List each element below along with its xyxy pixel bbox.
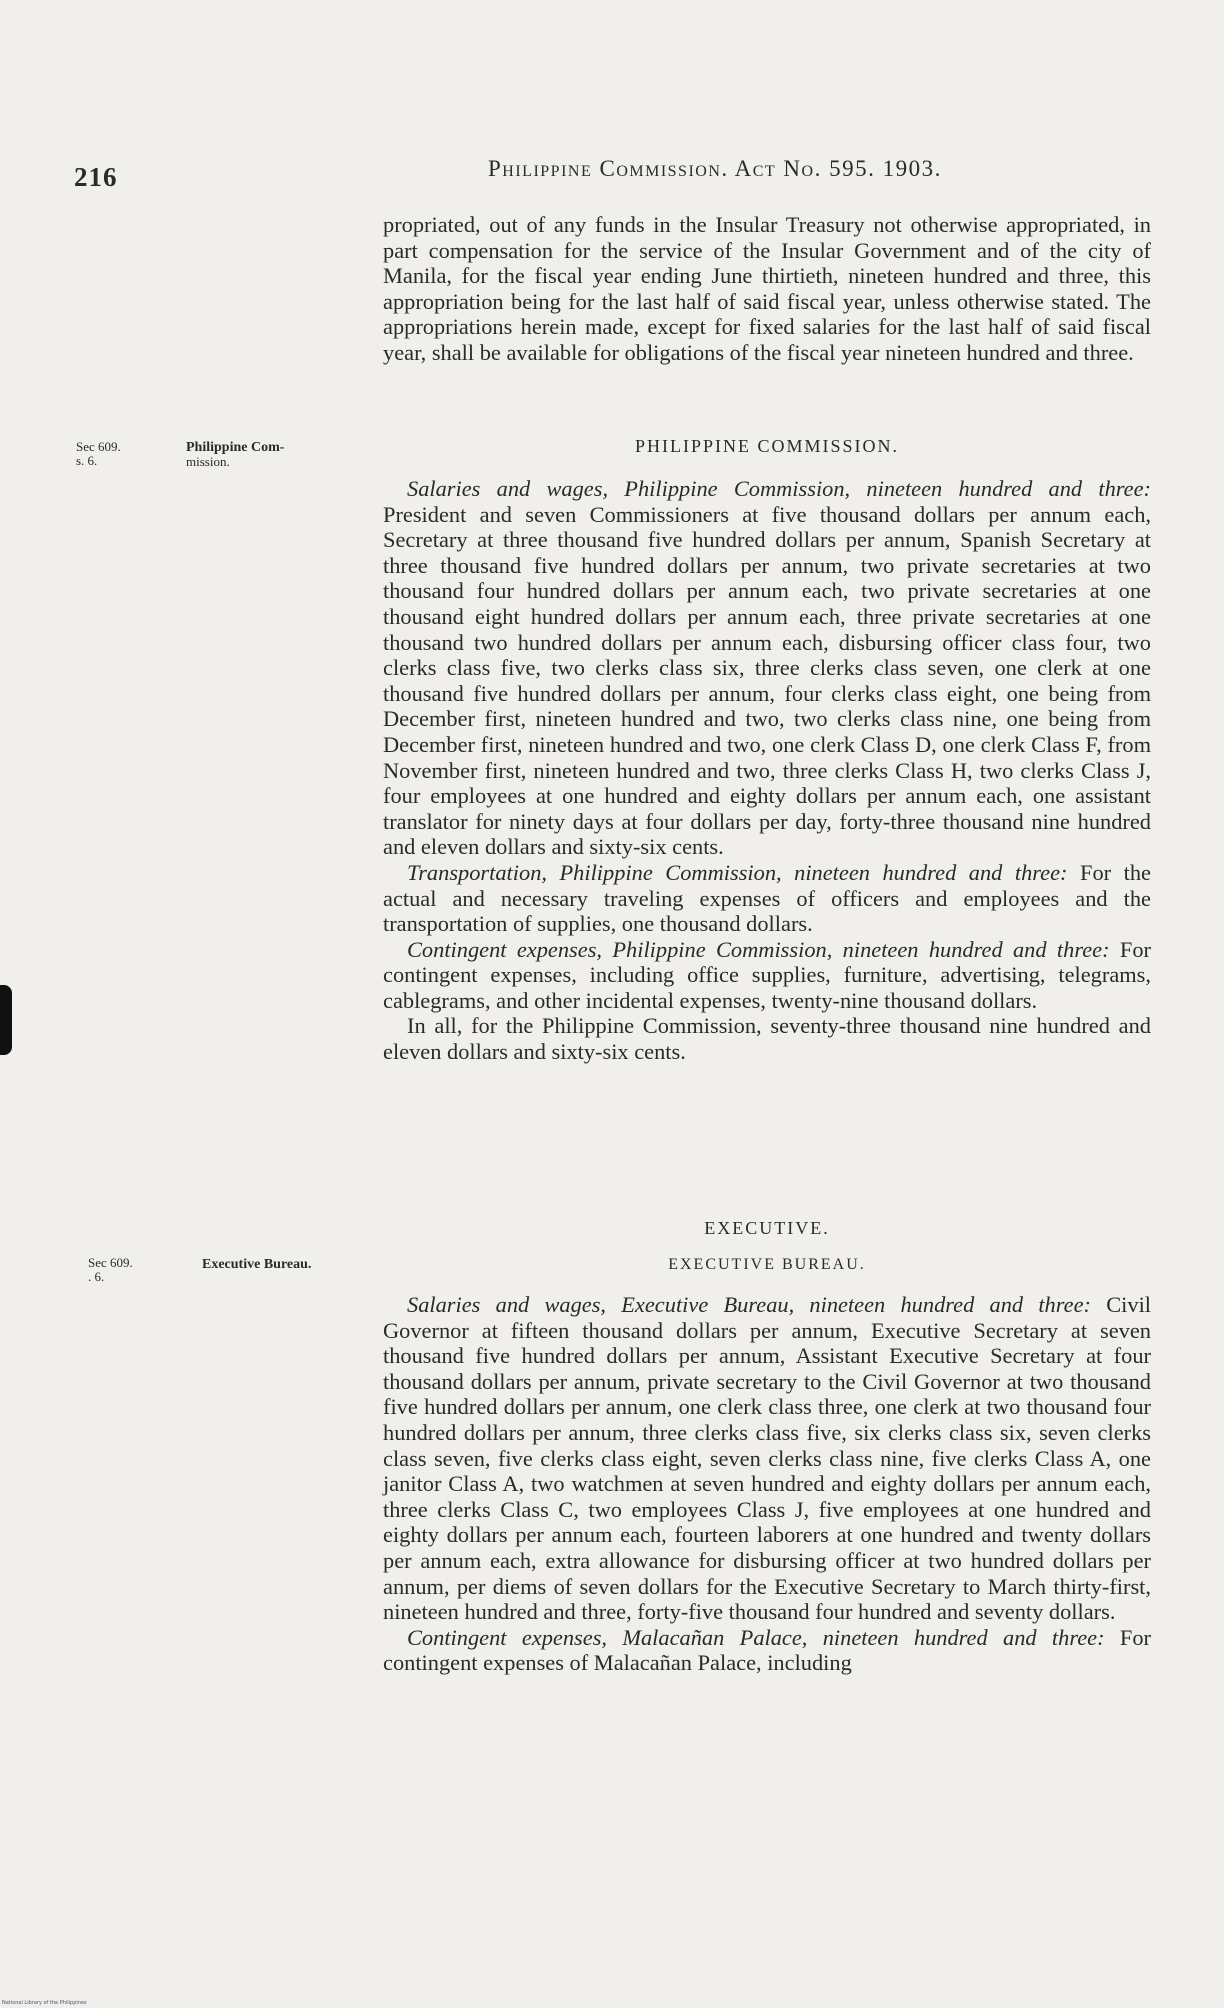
margin-note-sec-cont: s. 6. — [76, 453, 98, 468]
margin-note-commission-label — [186, 440, 284, 469]
paragraph-text: Civil Governor at fifteen thousand dollars per annum, Executive Secretary at seven thousand five hundred dollars per annum, Assistant Executive Secretary at four thousand dollars per annum, private secretary to the Civil Governor at two thousand five hundred dollars per annum, one clerk class three, one clerk at two thousand four hundred dollars per annum, three clerks class five, six clerks class six, seven clerks class seven, five clerks class eight, seven clerks class nine, five clerks Class A, one janitor Class A, two watchmen at seven hundred and eighty dollars per annum each, three clerks Class C, two employees Class J, five employees at one hundred and eighty dollars per annum each, fourteen laborers at one hundred and twenty dollars per annum each, extra allowance for disbursing officer at two hundred dollars per annum, per diems of seven dollars for the Executive Secretary to March thirty-first, nineteen hundred and three, forty-five thousand four hundred and seventy dollars. — [383, 1292, 1152, 1625]
section-subheading-executive-bureau: EXECUTIVE BUREAU. — [668, 1256, 866, 1273]
margin-note-executive-sec — [88, 1256, 133, 1284]
paragraph-lead: Contingent expenses, Philippine Commission, nineteen hundred and three: — [407, 936, 1110, 962]
commission-paragraph-contingent — [383, 937, 1151, 1014]
page-number: 216 — [74, 162, 118, 192]
commission-paragraph-transportation — [383, 860, 1151, 937]
paragraph-text: For contingent expenses, including office supplies, furniture, advertising, telegrams, cablegrams, and other incidental expenses, twenty-nine thousand dollars. — [383, 936, 1151, 1013]
margin-note-executive-label — [202, 1257, 311, 1272]
paragraph-lead: Salaries and wages, Philippine Commission, nineteen hundred and three: — [407, 476, 1151, 501]
commission-paragraph-total — [383, 1013, 1151, 1064]
paragraph-lead: Contingent expenses, Malacañan Palace, nineteen hundred and three: — [407, 1624, 1105, 1650]
executive-paragraph-contingent — [383, 1625, 1151, 1676]
executive-body — [383, 1292, 1151, 1676]
margin-note-label: Philippine Com- — [186, 440, 285, 455]
opening-paragraph — [383, 212, 1151, 366]
section-heading-commission: PHILIPPINE COMMISSION. — [634, 436, 900, 456]
section-heading-executive: EXECUTIVE. — [704, 1218, 830, 1238]
margin-note-sec-cont: . 6. — [88, 1269, 105, 1284]
scan-credit: National Library of the Philippines — [2, 2000, 87, 2006]
margin-note-commission-sec — [76, 440, 121, 468]
running-head: Philippine Commission. Act No. 595. 1903. — [488, 156, 942, 181]
scan-edge-mark — [0, 985, 12, 1055]
margin-note-sec: Sec 609. — [76, 439, 121, 454]
paragraph-lead: Salaries and wages, Executive Bureau, nineteen hundred and three: — [407, 1292, 1091, 1317]
paragraph-text: President and seven Commissioners at five thousand dollars per annum each, Secretary at three thousand five hundred dollars per annum, Spanish Secretary at three thousand five hundred dollars per annum, two private secretaries at two thousand four hundred dollars per annum each, two private secretaries at one thousand eight hundred dollars per annum each, three private secretaries at one thousand two hundred dollars per annum each, disbursing officer class four, two clerks class five, two clerks class six, three clerks class seven, one clerk at one thousand five hundred dollars per annum, four clerks class eight, one being from December first, nineteen hundred and two, two clerks class nine, one being from December first, nineteen hundred and two, one clerk Class D, one clerk Class F, from November first, nineteen hundred and two, three clerks Class H, two clerks Class J, four employees at one hundred and eighty dollars per annum each, one assistant translator for ninety days at four dollars per day, forty-three thousand nine hundred and eleven dollars and sixty-six cents. — [383, 501, 1151, 860]
commission-paragraph-salaries — [383, 476, 1151, 860]
paragraph-text: For the actual and necessary traveling expenses of officers and employees and the transportation of supplies, one thousand dollars. — [383, 859, 1151, 937]
margin-note-label-cont: mission. — [186, 454, 230, 469]
margin-note-label: Executive Bureau. — [202, 1257, 312, 1272]
commission-body — [383, 476, 1151, 1065]
margin-note-sec: Sec 609. — [88, 1255, 133, 1270]
paragraph-text: For contingent expenses of Malacañan Palace, including — [383, 1624, 1151, 1676]
paragraph-text: In all, for the Philippine Commission, seventy-three thousand nine hundred and eleven dollars and sixty-six cents. — [383, 1013, 1151, 1065]
opening-paragraph-text: propriated, out of any funds in the Insular Treasury not otherwise appropriated, in part compensation for the service of the Insular Government and of the city of Manila, for the fiscal year ending June thirtieth, nineteen hundred and three, this appropriation being for the last half of said fiscal year, unless otherwise stated. The appropriations herein made, except for fixed salaries for the last half of said fiscal year, shall be available for obligations of the fiscal year nineteen hundred and three. — [383, 212, 1151, 365]
executive-paragraph-salaries — [383, 1292, 1151, 1625]
paragraph-lead: Transportation, Philippine Commission, nineteen hundred and three: — [407, 859, 1068, 885]
